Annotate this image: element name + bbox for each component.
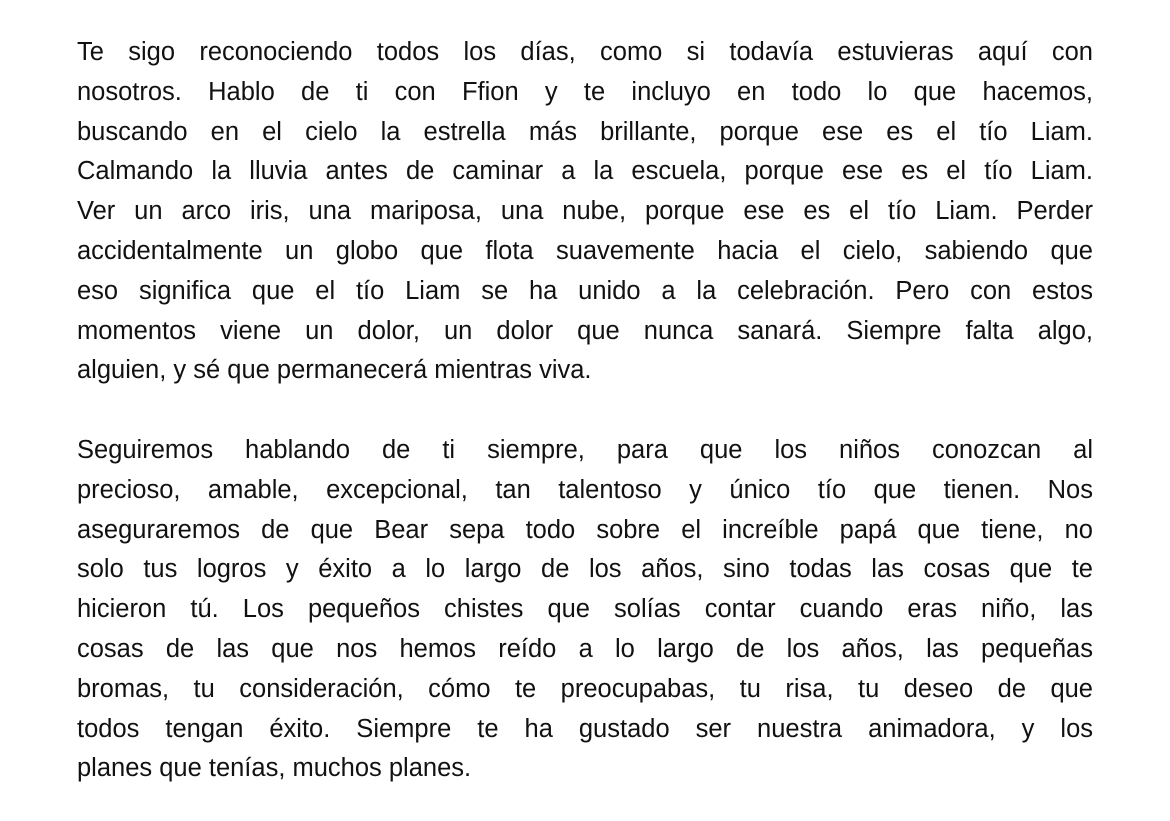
text-line: cosas de las que nos hemos reído a lo largo de los años, las pequeñas [77, 634, 1093, 663]
text-line: aseguraremos de que Bear sepa todo sobre el increíble papá que tiene, no [77, 515, 1093, 544]
text-line: Ver un arco iris, una mariposa, una nube, porque ese es el tío Liam. Perder [77, 197, 1093, 226]
text-line: alguien, y sé que permanecerá mientras viva. [77, 356, 592, 385]
document-body [77, 33, 1093, 789]
text-line: momentos viene un dolor, un dolor que nunca sanará. Siempre falta algo, [77, 316, 1093, 345]
paragraph-1 [77, 33, 1093, 391]
text-line: precioso, amable, excepcional, tan talentoso y único tío que tienen. Nos [77, 475, 1093, 504]
text-line: planes que tenías, muchos planes. [77, 754, 472, 783]
text-line: eso significa que el tío Liam se ha unido a la celebración. Pero con estos [77, 276, 1093, 305]
text-line: nosotros. Hablo de ti con Ffion y te incluyo en todo lo que hacemos, [77, 77, 1093, 106]
text-line: bromas, tu consideración, cómo te preocupabas, tu risa, tu deseo de que [77, 674, 1093, 703]
text-line: Calmando la lluvia antes de caminar a la escuela, porque ese es el tío Liam. [77, 157, 1093, 186]
paragraph-2 [77, 431, 1093, 789]
text-line: accidentalmente un globo que flota suavemente hacia el cielo, sabiendo que [77, 236, 1093, 265]
text-line: solo tus logros y éxito a lo largo de los años, sino todas las cosas que te [77, 555, 1093, 584]
text-line: todos tengan éxito. Siempre te ha gustado ser nuestra animadora, y los [77, 714, 1093, 743]
text-line: buscando en el cielo la estrella más brillante, porque ese es el tío Liam. [77, 117, 1093, 146]
text-line: Te sigo reconociendo todos los días, como si todavía estuvieras aquí con [77, 38, 1093, 66]
text-line: hicieron tú. Los pequeños chistes que solías contar cuando eras niño, las [77, 595, 1093, 624]
text-line: Seguiremos hablando de ti siempre, para que los niños conozcan al [77, 435, 1093, 464]
